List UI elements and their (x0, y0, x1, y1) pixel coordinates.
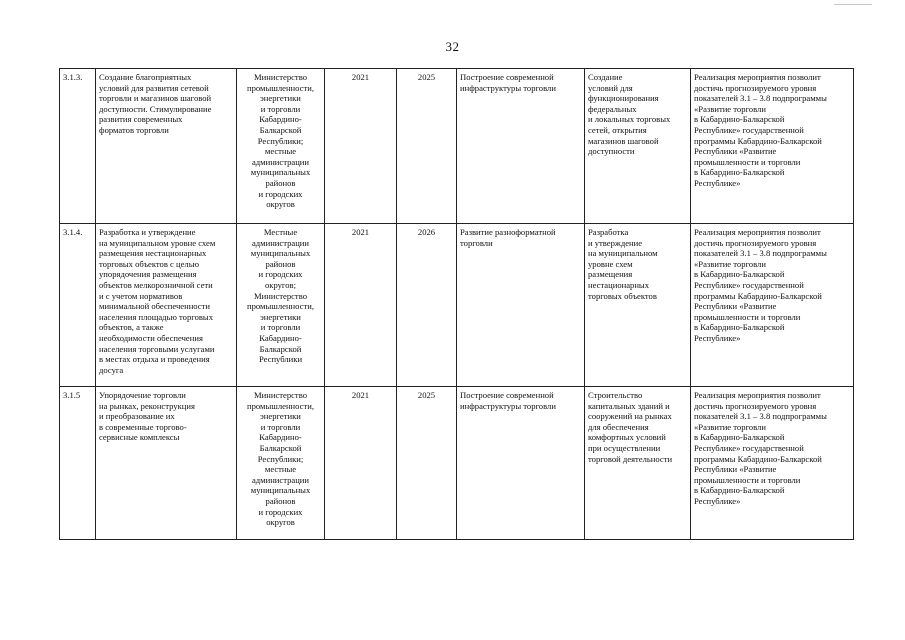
scan-corner-mark (834, 0, 872, 5)
main-direction: Построение современной инфраструктуры торговли (457, 387, 585, 540)
measures-table (59, 68, 854, 540)
table-row (60, 387, 854, 540)
start-year: 2021 (325, 224, 397, 387)
start-year: 2021 (325, 387, 397, 540)
table-row (60, 224, 854, 387)
page-number: 32 (445, 39, 460, 54)
expected-result: Создание условий для функционирования федеральных и локальных торговых сетей, открытия магазинов шаговой доступности (585, 69, 691, 224)
indicator-link: Реализация мероприятия позволит достичь прогнозируемого уровня показателей 3.1 – 3.8 подпрограммы «Развитие торговли в Кабардино-Балкарской Республике» государственной программы Кабардино-Балкарской Республики «Развитие промышленности и торговли в Кабардино-Балкарской Республике» (691, 387, 854, 540)
responsible-executor: Министерство промышленности, энергетики и торговли Кабардино- Балкарской Республики; местные администрации муниципальных районов и городских округов (237, 387, 325, 540)
expected-result: Разработка и утверждение на муниципальном уровне схем размещения нестационарных торговых объектов (585, 224, 691, 387)
main-direction: Развитие разноформатной торговли (457, 224, 585, 387)
start-year: 2021 (325, 69, 397, 224)
responsible-executor: Местные администрации муниципальных районов и городских округов; Министерство промышленности, энергетики и торговли Кабардино- Балкарской Республики (237, 224, 325, 387)
responsible-executor: Министерство промышленности, энергетики и торговли Кабардино- Балкарской Республики; местные администрации муниципальных районов и городских округов (237, 69, 325, 224)
measure-number: 3.1.3. (60, 69, 96, 224)
table-row (60, 69, 854, 224)
measure-number: 3.1.4. (60, 224, 96, 387)
measure-name: Разработка и утверждение на муниципальном уровне схем размещения нестационарных торговых объектов с целью упорядочения размещения объектов мелкорозничной сети и с учетом нормативов минимальной обеспеченности населения площадью торговых объектов, а также необходимости обеспечения населения торговыми услугами в местах отдыха и проведения досуга (96, 224, 237, 387)
indicator-link: Реализация мероприятия позволит достичь прогнозируемого уровня показателей 3.1 – 3.8 подпрограммы «Развитие торговли в Кабардино-Балкарской Республике» государственной программы Кабардино-Балкарской Республики «Развитие промышленности и торговли в Кабардино-Балкарской Республике» (691, 224, 854, 387)
measure-name: Создание благоприятных условий для развития сетевой торговли и магазинов шаговой доступности. Стимулирование развития современных форматов торговли (96, 69, 237, 224)
end-year: 2025 (397, 387, 457, 540)
end-year: 2026 (397, 224, 457, 387)
measure-number: 3.1.5 (60, 387, 96, 540)
main-direction: Построение современной инфраструктуры торговли (457, 69, 585, 224)
expected-result: Строительство капитальных зданий и сооружений на рынках для обеспечения комфортных условий при осуществлении торговой деятельности (585, 387, 691, 540)
measure-name: Упорядочение торговли на рынках, реконструкция и преобразование их в современные торгово- сервисные комплексы (96, 387, 237, 540)
indicator-link: Реализация мероприятия позволит достичь прогнозируемого уровня показателей 3.1 – 3.8 подпрограммы «Развитие торговли в Кабардино-Балкарской Республике» государственной программы Кабардино-Балкарской Республики «Развитие промышленности и торговли в Кабардино-Балкарской Республике» (691, 69, 854, 224)
end-year: 2025 (397, 69, 457, 224)
